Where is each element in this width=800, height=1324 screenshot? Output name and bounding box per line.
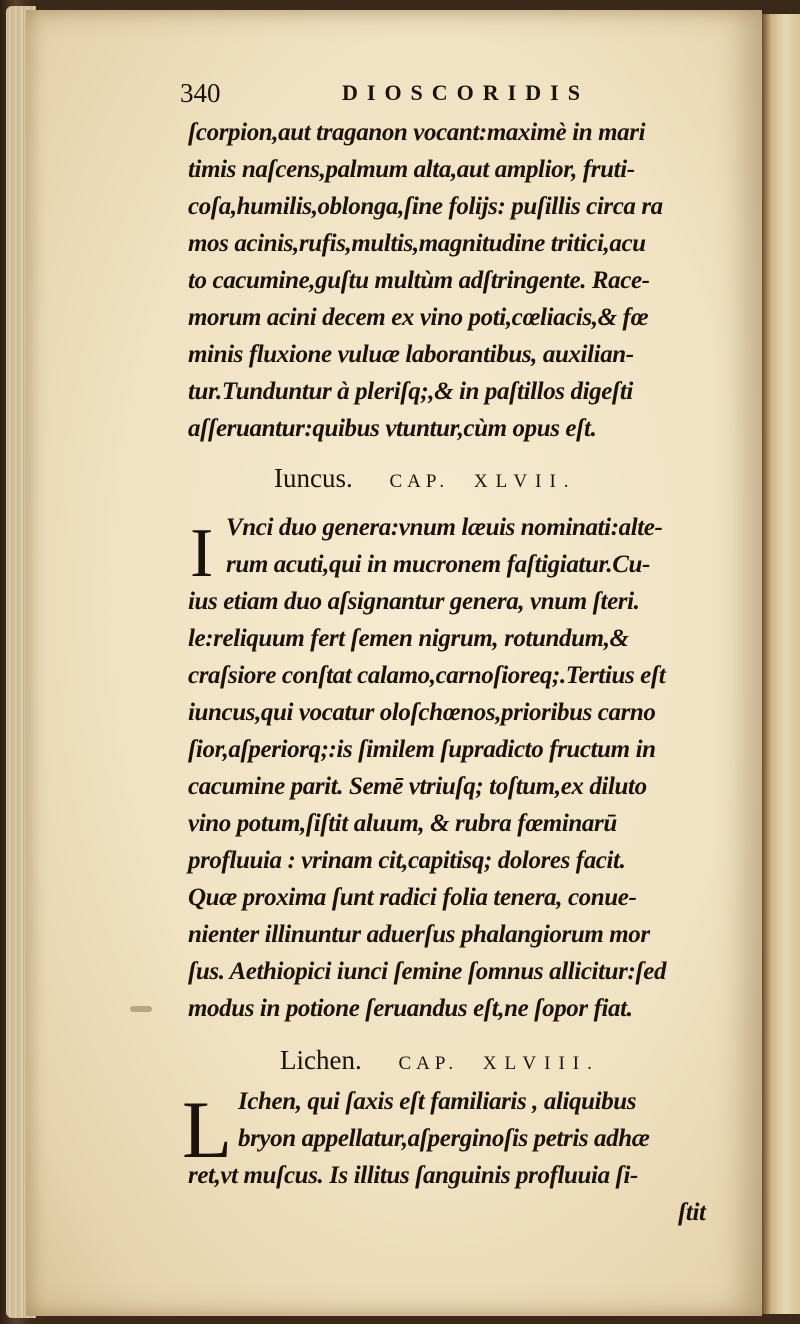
text-line: rum acuti,qui in mucronem faſtigiatur.Cu- [226, 551, 650, 578]
text-line: vino potum,ſiſtit aluum, & rubra fœminarū [188, 810, 617, 837]
text-line: mos acinis,rufis,multis,magnitudine tritici,acu [188, 230, 646, 257]
cap-label: CAP. [398, 1053, 459, 1074]
text-line: craſsiore conſtat calamo,carnoſioreq;.Tertius eſt [188, 662, 666, 689]
text-line: Ichen, qui ſaxis eſt familiaris , aliquibus [238, 1088, 637, 1115]
page-number: 340 [180, 78, 221, 108]
text-line: cacumine parit. Semē vtriuſq; toſtum,ex diluto [188, 773, 647, 800]
text-line: timis naſcens,palmum alta,aut amplior, fruti- [188, 156, 635, 183]
cap-label: CAP. [389, 471, 450, 492]
running-head [180, 74, 748, 114]
text-line: aſſeruantur:quibus vtuntur,cùm opus eſt. [188, 415, 597, 442]
text-line: to cacumine,guſtu multùm adſtringente. Race- [188, 267, 650, 294]
text-line: Quæ proxima ſunt radici folia tenera, conue- [188, 884, 637, 911]
text-line: le:reliquum fert ſemen nigrum, rotundum,& [188, 625, 629, 652]
drop-cap: I [190, 515, 214, 592]
text-line: ius etiam duo aſsignantur genera, vnum ſteri. [188, 588, 640, 615]
chapter-body-iuncus [188, 509, 748, 1027]
text-line: iuncus,qui vocatur oloſchœnos,prioribus carno [188, 699, 656, 726]
catchword: ſtit [678, 1199, 706, 1226]
chapter-body-lichen [182, 1083, 748, 1231]
chapter-title: Iuncus. [274, 463, 353, 493]
text-line: ret,vt muſcus. Is illitus ſanguinis profluuia ſi- [188, 1162, 638, 1189]
text-line: morum acini decem ex vino poti,cœliacis,& fœ [188, 304, 649, 331]
text-line: bryon appellatur,aſperginoſis petris adhæ [238, 1125, 650, 1152]
cap-number: XLVIII. [482, 1053, 600, 1074]
facing-page-edge [762, 14, 800, 1314]
text-line: ſcorpion,aut traganon vocant:maximè in mari [188, 119, 646, 146]
text-line: nienter illinuntur aduerſus phalangiorum mor [188, 921, 650, 948]
text-line: modus in potione ſeruandus eſt,ne ſopor fiat. [188, 995, 633, 1022]
page-text [180, 74, 748, 1231]
text-line: coſa,humilis,oblonga,ſine folijs: puſillis circa ra [188, 193, 663, 220]
paper-stain [130, 1006, 152, 1012]
text-line: ſior,aſperiorq;:is ſimilem ſupradicto fructum in [188, 736, 656, 763]
continued-text [188, 114, 748, 447]
text-line: ſus. Aethiopici iunci ſemine ſomnus allicitur:ſed [188, 958, 667, 985]
chapter-heading-iuncus [188, 455, 748, 501]
chapter-title: Lichen. [280, 1045, 362, 1075]
text-line: profluuia : vrinam cit,capitisq; dolores facit. [188, 847, 626, 874]
running-title: DIOSCORIDIS [342, 80, 589, 105]
drop-cap: L [182, 1084, 233, 1175]
cap-number: XLVII. [473, 471, 577, 492]
text-line: tur.Tunduntur à pleriſq;,& in paſtillos digeſti [188, 378, 633, 405]
chapter-heading-lichen [188, 1037, 748, 1083]
text-line: minis fluxione vuluæ laborantibus, auxilian- [188, 341, 634, 368]
text-line: Vnci duo genera:vnum læuis nominati:alte- [226, 514, 663, 541]
